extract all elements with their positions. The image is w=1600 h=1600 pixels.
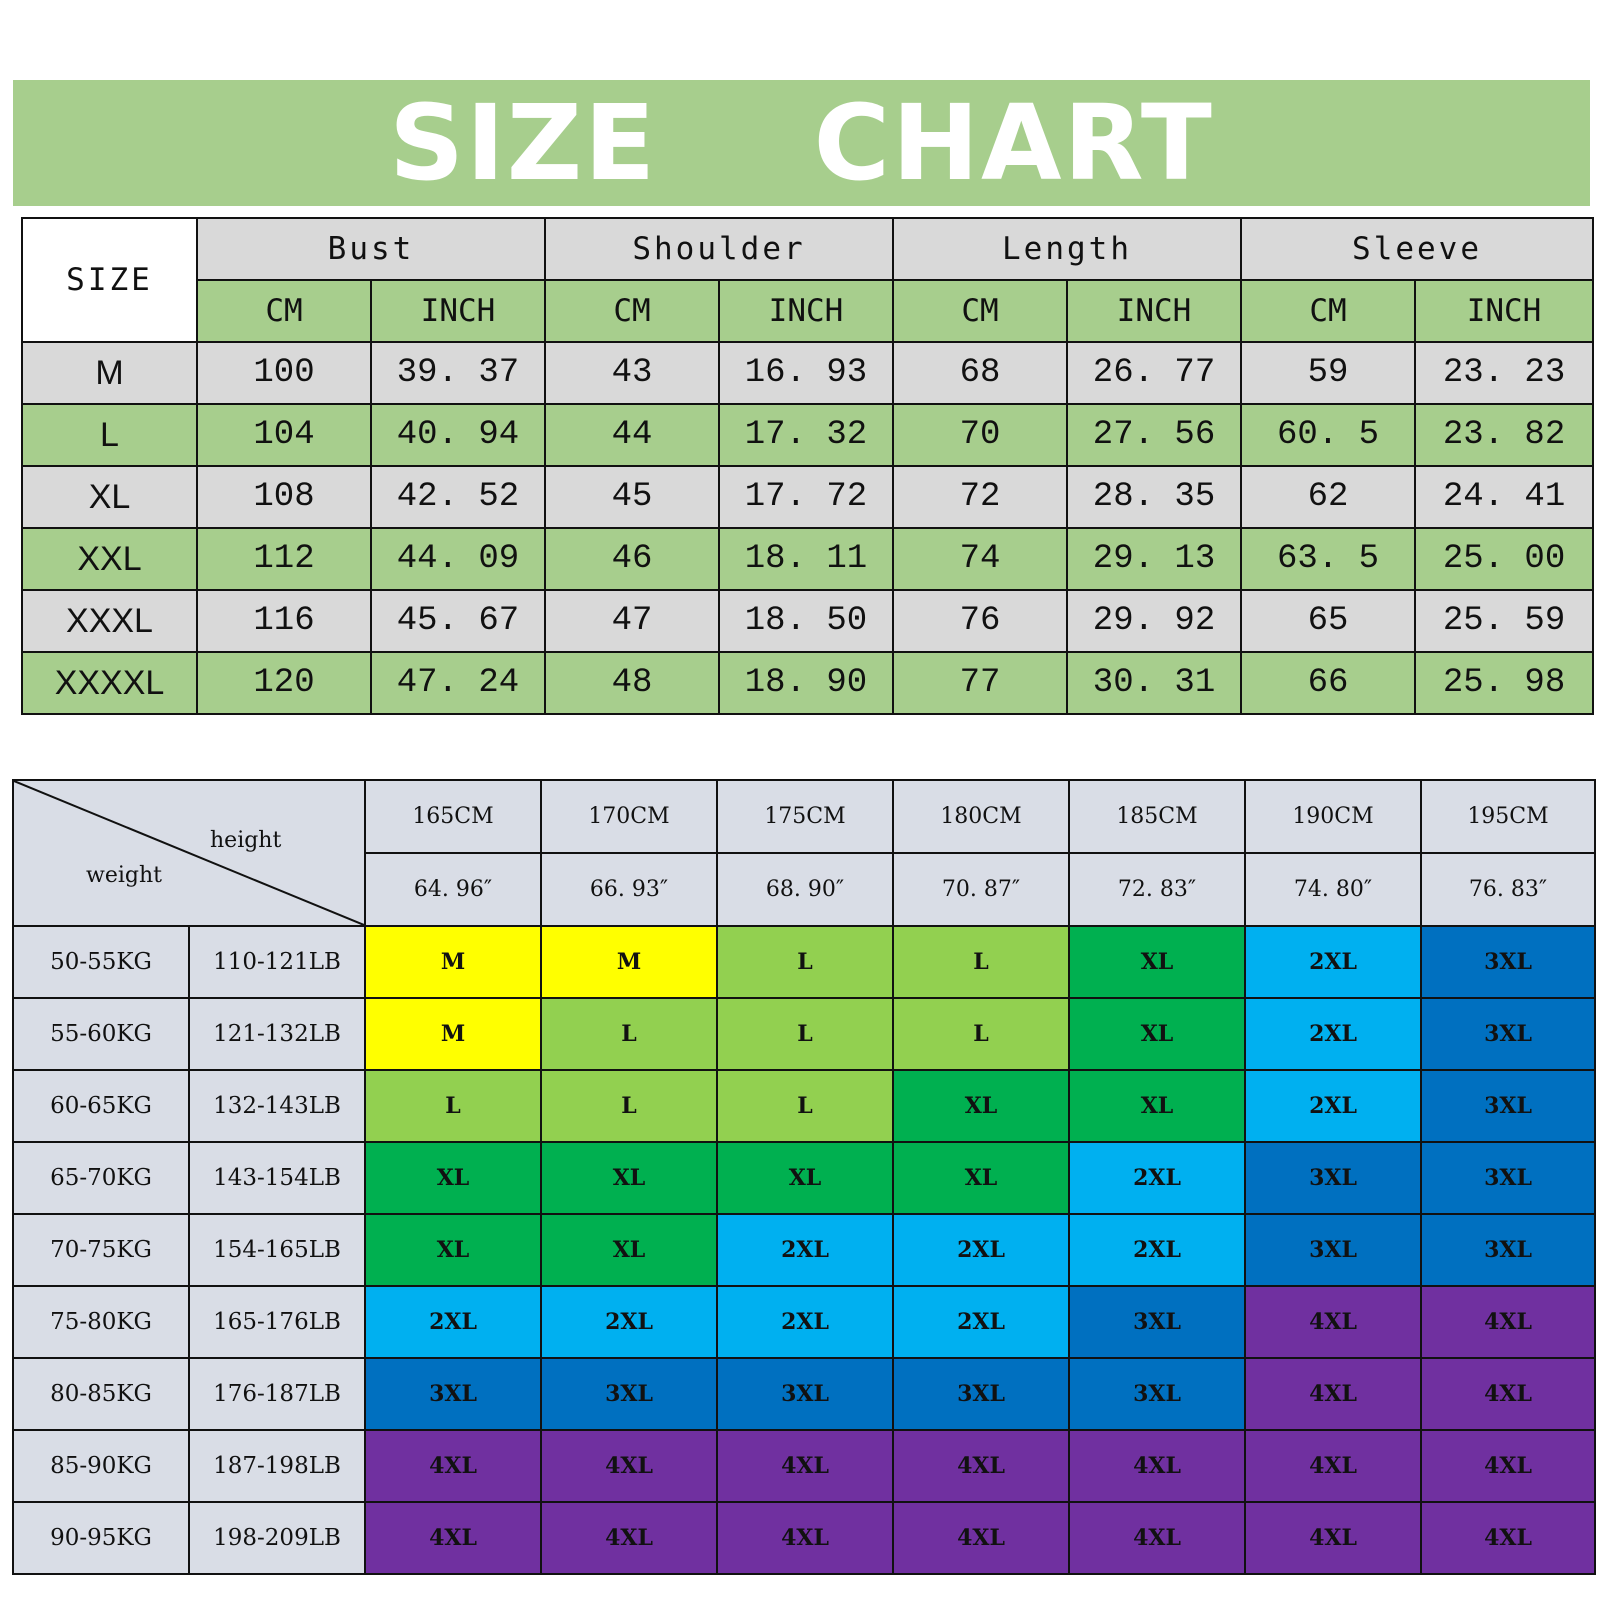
table-row	[13, 998, 1595, 1070]
weight-kg-label: 50-55KG	[13, 926, 189, 998]
weight-kg-label: 65-70KG	[13, 1142, 189, 1214]
measurement-cell: 23. 23	[1415, 342, 1593, 404]
measurement-cell: 17. 32	[719, 404, 893, 466]
group-header-row	[22, 218, 1593, 280]
weight-lb-label: 198-209LB	[189, 1502, 365, 1574]
measurement-cell: 26. 77	[1067, 342, 1241, 404]
recommendation-table	[12, 779, 1596, 1575]
size-cell: 4XL	[541, 1430, 717, 1502]
height-inch-header: 66. 93″	[541, 853, 717, 926]
measurement-cell: 17. 72	[719, 466, 893, 528]
weight-kg-label: 70-75KG	[13, 1214, 189, 1286]
measurement-cell: 46	[545, 528, 719, 590]
size-cell: 2XL	[1245, 926, 1421, 998]
measurement-cell: 47. 24	[371, 652, 545, 714]
height-cm-header: 180CM	[893, 780, 1069, 853]
size-cell: 3XL	[1069, 1286, 1245, 1358]
unit-header-row	[22, 280, 1593, 342]
size-cell: 2XL	[717, 1214, 893, 1286]
table-row	[13, 1430, 1595, 1502]
height-cm-header: 165CM	[365, 780, 541, 853]
measurement-cell: 112	[197, 528, 371, 590]
group-header-bust: Bust	[197, 218, 545, 280]
measurement-cell: 25. 00	[1415, 528, 1593, 590]
measurement-cell: 74	[893, 528, 1067, 590]
size-cell: 3XL	[1421, 1142, 1595, 1214]
size-cell: XL	[717, 1142, 893, 1214]
corner-header	[13, 780, 365, 926]
size-cell: L	[365, 1070, 541, 1142]
table-row	[13, 1070, 1595, 1142]
banner-title: SIZE CHART	[389, 82, 1214, 204]
size-cell: 4XL	[1421, 1502, 1595, 1574]
size-cell: L	[717, 1070, 893, 1142]
weight-lb-label: 121-132LB	[189, 998, 365, 1070]
size-cell: L	[541, 1070, 717, 1142]
size-cell: 4XL	[1421, 1430, 1595, 1502]
size-cell: 2XL	[1245, 1070, 1421, 1142]
measurement-cell: 44. 09	[371, 528, 545, 590]
size-cell: 4XL	[893, 1430, 1069, 1502]
group-header-shoulder: Shoulder	[545, 218, 893, 280]
size-cell: 2XL	[1245, 998, 1421, 1070]
measurement-cell: 18. 90	[719, 652, 893, 714]
size-label: XL	[22, 466, 197, 528]
measurement-cell: 48	[545, 652, 719, 714]
unit-header-inch: INCH	[1067, 280, 1241, 342]
group-header-length: Length	[893, 218, 1241, 280]
table-row	[13, 1502, 1595, 1574]
measurement-cell: 70	[893, 404, 1067, 466]
weight-label: weight	[86, 863, 162, 888]
size-cell: L	[893, 998, 1069, 1070]
measurement-cell: 116	[197, 590, 371, 652]
size-cell: L	[717, 998, 893, 1070]
table-row	[13, 1358, 1595, 1430]
table-row	[13, 1286, 1595, 1358]
table-row	[22, 342, 1593, 404]
weight-lb-label: 154-165LB	[189, 1214, 365, 1286]
height-cm-header: 185CM	[1069, 780, 1245, 853]
weight-lb-label: 187-198LB	[189, 1430, 365, 1502]
size-cell: M	[541, 926, 717, 998]
unit-header-cm: CM	[197, 280, 371, 342]
measurement-cell: 76	[893, 590, 1067, 652]
unit-header-cm: CM	[1241, 280, 1415, 342]
measurement-cell: 72	[893, 466, 1067, 528]
weight-lb-label: 176-187LB	[189, 1358, 365, 1430]
table-row	[22, 528, 1593, 590]
measurement-cell: 25. 59	[1415, 590, 1593, 652]
size-cell: 3XL	[1421, 926, 1595, 998]
weight-kg-label: 85-90KG	[13, 1430, 189, 1502]
size-cell: 3XL	[1245, 1214, 1421, 1286]
height-inch-header: 72. 83″	[1069, 853, 1245, 926]
size-cell: 4XL	[541, 1502, 717, 1574]
group-header-sleeve: Sleeve	[1241, 218, 1593, 280]
height-inch-header: 76. 83″	[1421, 853, 1595, 926]
size-cell: 3XL	[1421, 1214, 1595, 1286]
unit-header-inch: INCH	[371, 280, 545, 342]
size-cell: 2XL	[541, 1286, 717, 1358]
table-row	[22, 652, 1593, 714]
height-inch-header: 70. 87″	[893, 853, 1069, 926]
size-cell: 4XL	[717, 1502, 893, 1574]
height-inch-header: 64. 96″	[365, 853, 541, 926]
measurement-table	[21, 217, 1594, 715]
size-cell: 2XL	[893, 1214, 1069, 1286]
size-cell: XL	[1069, 926, 1245, 998]
measurement-cell: 104	[197, 404, 371, 466]
measurement-cell: 60. 5	[1241, 404, 1415, 466]
measurement-cell: 45	[545, 466, 719, 528]
height-label: height	[210, 828, 282, 853]
size-cell: 4XL	[1421, 1286, 1595, 1358]
measurement-cell: 77	[893, 652, 1067, 714]
height-inch-header: 68. 90″	[717, 853, 893, 926]
measurement-cell: 42. 52	[371, 466, 545, 528]
measurement-cell: 66	[1241, 652, 1415, 714]
unit-header-inch: INCH	[1415, 280, 1593, 342]
measurement-cell: 63. 5	[1241, 528, 1415, 590]
size-cell: 3XL	[893, 1358, 1069, 1430]
size-cell: XL	[1069, 998, 1245, 1070]
size-cell: XL	[541, 1142, 717, 1214]
size-cell: 3XL	[365, 1358, 541, 1430]
size-cell: 2XL	[365, 1286, 541, 1358]
size-cell: 4XL	[1245, 1502, 1421, 1574]
height-cm-header: 190CM	[1245, 780, 1421, 853]
size-cell: 3XL	[1421, 998, 1595, 1070]
measurement-cell: 47	[545, 590, 719, 652]
size-cell: L	[541, 998, 717, 1070]
measurement-cell: 18. 50	[719, 590, 893, 652]
measurement-cell: 28. 35	[1067, 466, 1241, 528]
size-cell: XL	[893, 1070, 1069, 1142]
size-cell: XL	[893, 1142, 1069, 1214]
height-inch-header: 74. 80″	[1245, 853, 1421, 926]
size-cell: 4XL	[893, 1502, 1069, 1574]
measurement-cell: 65	[1241, 590, 1415, 652]
size-cell: 2XL	[1069, 1142, 1245, 1214]
measurement-cell: 108	[197, 466, 371, 528]
measurement-cell: 30. 31	[1067, 652, 1241, 714]
measurement-cell: 59	[1241, 342, 1415, 404]
measurement-cell: 120	[197, 652, 371, 714]
size-cell: XL	[365, 1142, 541, 1214]
measurement-cell: 45. 67	[371, 590, 545, 652]
size-cell: 3XL	[1245, 1142, 1421, 1214]
diagonal-divider	[14, 781, 364, 925]
size-cell: 2XL	[717, 1286, 893, 1358]
measurement-cell: 29. 92	[1067, 590, 1241, 652]
measurement-cell: 25. 98	[1415, 652, 1593, 714]
table-row	[22, 466, 1593, 528]
weight-lb-label: 165-176LB	[189, 1286, 365, 1358]
measurement-cell: 27. 56	[1067, 404, 1241, 466]
size-label: XXL	[22, 528, 197, 590]
size-cell: 2XL	[1069, 1214, 1245, 1286]
size-label: XXXXL	[22, 652, 197, 714]
measurement-cell: 29. 13	[1067, 528, 1241, 590]
size-cell: 4XL	[1069, 1502, 1245, 1574]
size-cell: 3XL	[541, 1358, 717, 1430]
measurement-cell: 39. 37	[371, 342, 545, 404]
size-cell: XL	[365, 1214, 541, 1286]
weight-kg-label: 80-85KG	[13, 1358, 189, 1430]
size-cell: XL	[541, 1214, 717, 1286]
table-row	[22, 590, 1593, 652]
size-cell: 4XL	[1245, 1430, 1421, 1502]
measurement-cell: 100	[197, 342, 371, 404]
weight-lb-label: 143-154LB	[189, 1142, 365, 1214]
measurement-cell: 40. 94	[371, 404, 545, 466]
size-cell: XL	[1069, 1070, 1245, 1142]
measurement-cell: 68	[893, 342, 1067, 404]
size-label: M	[22, 342, 197, 404]
height-cm-row	[13, 780, 1595, 853]
size-cell: L	[893, 926, 1069, 998]
size-cell: 4XL	[717, 1430, 893, 1502]
size-cell: L	[717, 926, 893, 998]
measurement-cell: 18. 11	[719, 528, 893, 590]
size-cell: M	[365, 998, 541, 1070]
table-row	[13, 1214, 1595, 1286]
weight-kg-label: 60-65KG	[13, 1070, 189, 1142]
measurement-cell: 44	[545, 404, 719, 466]
size-cell: 3XL	[717, 1358, 893, 1430]
weight-lb-label: 132-143LB	[189, 1070, 365, 1142]
size-chart-banner	[13, 80, 1590, 206]
height-cm-header: 175CM	[717, 780, 893, 853]
height-cm-header: 195CM	[1421, 780, 1595, 853]
height-cm-header: 170CM	[541, 780, 717, 853]
size-cell: 4XL	[365, 1430, 541, 1502]
measurement-cell: 23. 82	[1415, 404, 1593, 466]
weight-kg-label: 55-60KG	[13, 998, 189, 1070]
unit-header-cm: CM	[545, 280, 719, 342]
measurement-cell: 43	[545, 342, 719, 404]
table-row	[22, 404, 1593, 466]
table-row	[13, 1142, 1595, 1214]
size-cell: M	[365, 926, 541, 998]
size-cell: 4XL	[1245, 1286, 1421, 1358]
table-row	[13, 926, 1595, 998]
measurement-cell: 16. 93	[719, 342, 893, 404]
size-cell: 4XL	[1421, 1358, 1595, 1430]
size-cell: 2XL	[893, 1286, 1069, 1358]
weight-kg-label: 75-80KG	[13, 1286, 189, 1358]
size-cell: 3XL	[1421, 1070, 1595, 1142]
size-cell: 4XL	[1069, 1430, 1245, 1502]
size-cell: 4XL	[365, 1502, 541, 1574]
size-header: SIZE	[22, 218, 197, 342]
weight-lb-label: 110-121LB	[189, 926, 365, 998]
size-cell: 4XL	[1245, 1358, 1421, 1430]
measurement-cell: 24. 41	[1415, 466, 1593, 528]
unit-header-cm: CM	[893, 280, 1067, 342]
measurement-cell: 62	[1241, 466, 1415, 528]
size-label: L	[22, 404, 197, 466]
weight-kg-label: 90-95KG	[13, 1502, 189, 1574]
unit-header-inch: INCH	[719, 280, 893, 342]
size-label: XXXL	[22, 590, 197, 652]
size-cell: 3XL	[1069, 1358, 1245, 1430]
